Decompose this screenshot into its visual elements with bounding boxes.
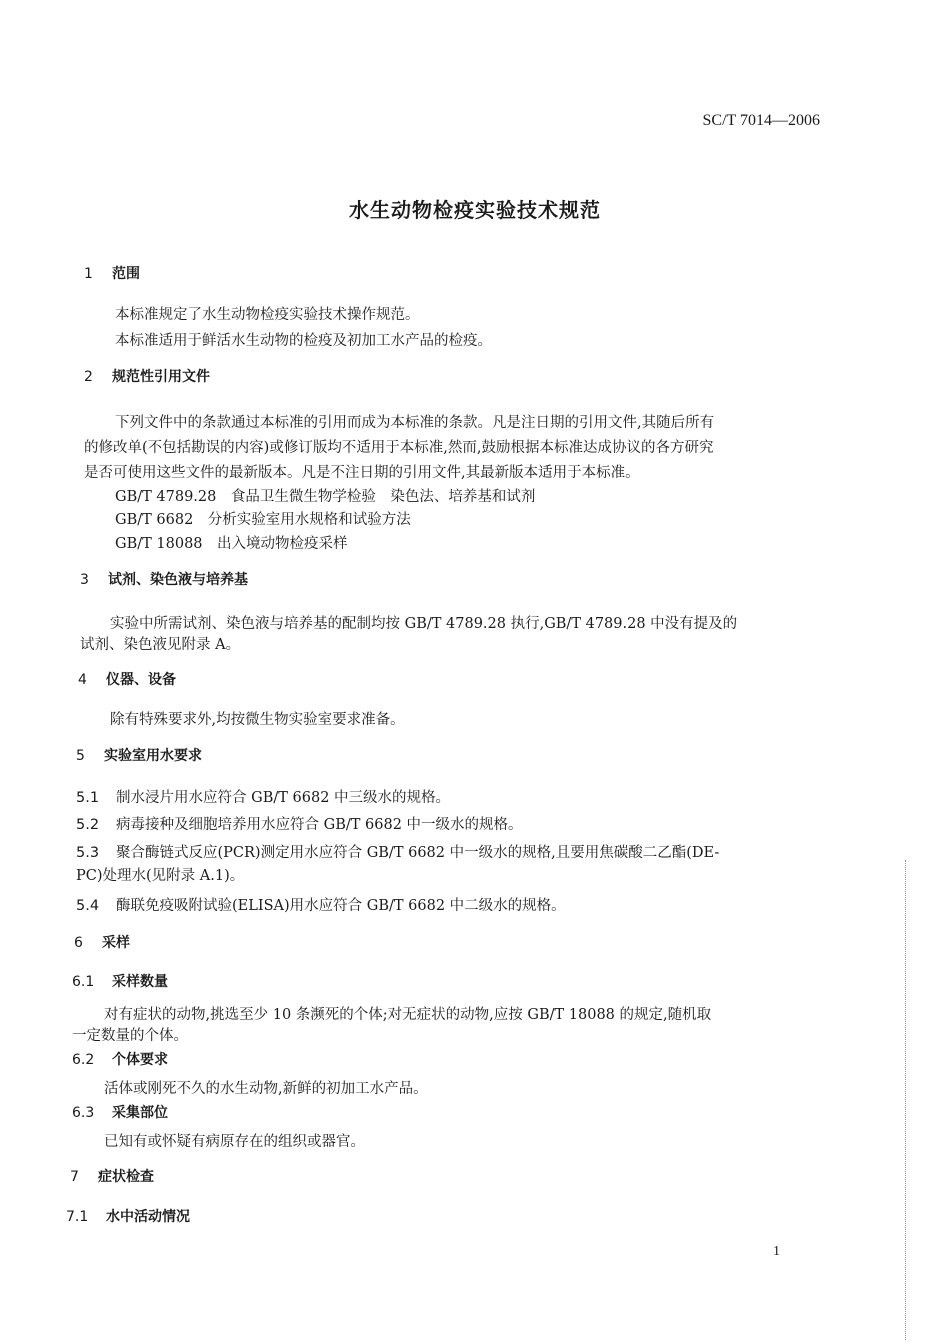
section-number: 2 xyxy=(84,369,93,385)
document-title: 水生动物检疫实验技术规范 xyxy=(349,198,601,222)
page-number: 1 xyxy=(773,1244,780,1259)
section-title: 采样 xyxy=(102,935,130,951)
section-6-heading xyxy=(74,932,130,952)
clause-text: 制水浸片用水应符合 GB/T 6682 中三级水的规格。 xyxy=(116,790,451,806)
section-number: 1 xyxy=(84,266,93,282)
scan-margin-line xyxy=(905,860,906,1340)
subsection-number: 6.2 xyxy=(72,1052,95,1068)
reference-item: GB/T 4789.28 食品卫生微生物学检验 染色法、培养基和试剂 xyxy=(115,489,536,505)
subsection-number: 6.3 xyxy=(72,1105,95,1121)
section-title: 范围 xyxy=(112,266,140,282)
section-1-paragraph-1: 本标准规定了水生动物检疫实验技术操作规范。 xyxy=(115,307,420,323)
clause-5-2 xyxy=(76,813,523,834)
clause-text: 酶联免疫吸附试验(ELISA)用水应符合 GB/T 6682 中二级水的规格。 xyxy=(116,898,566,914)
subsection-6-2-heading xyxy=(72,1049,168,1069)
clause-number: 5.4 xyxy=(76,898,100,914)
section-4-paragraph: 除有特殊要求外,均按微生物实验室要求准备。 xyxy=(110,712,405,728)
subsection-number: 7.1 xyxy=(66,1209,89,1225)
section-7-heading xyxy=(70,1166,154,1186)
clause-5-3 xyxy=(76,841,719,862)
section-number: 4 xyxy=(78,672,87,688)
section-number: 3 xyxy=(80,572,89,588)
section-1-paragraph-2: 本标准适用于鲜活水生动物的检疫及初加工水产品的检疫。 xyxy=(115,333,492,349)
section-3-heading xyxy=(80,569,248,589)
subsection-title: 采集部位 xyxy=(112,1105,168,1121)
section-2-heading xyxy=(84,366,210,386)
section-3-line-1: 实验中所需试剂、染色液与培养基的配制均按 GB/T 4789.28 执行,GB/T 4789.28 中没有提及的 xyxy=(110,616,738,632)
document-code: SC/T 7014—2006 xyxy=(702,112,820,129)
section-number: 5 xyxy=(76,748,85,764)
subsection-title: 个体要求 xyxy=(112,1052,168,1068)
section-2-line-2: 的修改单(不包括勘误的内容)或修订版均不适用于本标准,然而,鼓励根据本标准达成协议的各方研究 xyxy=(84,440,714,456)
subsection-6-1-line-2: 一定数量的个体。 xyxy=(72,1028,188,1044)
clause-text: 病毒接种及细胞培养用水应符合 GB/T 6682 中一级水的规格。 xyxy=(116,817,523,833)
subsection-title: 水中活动情况 xyxy=(106,1209,190,1225)
section-title: 仪器、设备 xyxy=(106,672,176,688)
section-title: 规范性引用文件 xyxy=(112,369,210,385)
reference-item: GB/T 18088 出入境动物检疫采样 xyxy=(115,536,348,552)
clause-5-3-continued: PC)处理水(见附录 A.1)。 xyxy=(76,868,245,884)
subsection-6-1-line-1: 对有症状的动物,挑选至少 10 条濒死的个体;对无症状的动物,应按 GB/T 18088 的规定,随机取 xyxy=(104,1007,712,1023)
subsection-6-1-heading xyxy=(72,971,168,991)
subsection-number: 6.1 xyxy=(72,974,95,990)
section-3-line-2: 试剂、染色液见附录 A。 xyxy=(80,637,241,653)
subsection-6-3-heading xyxy=(72,1102,168,1122)
clause-number: 5.3 xyxy=(76,845,100,861)
subsection-7-1-heading xyxy=(66,1206,190,1226)
section-title: 实验室用水要求 xyxy=(104,748,202,764)
clause-number: 5.1 xyxy=(76,790,100,806)
section-2-line-3: 是否可使用这些文件的最新版本。凡是不注日期的引用文件,其最新版本适用于本标准。 xyxy=(84,465,640,481)
clause-5-4 xyxy=(76,894,566,915)
section-4-heading xyxy=(78,669,176,689)
subsection-6-3-paragraph: 已知有或怀疑有病原存在的组织或器官。 xyxy=(104,1134,365,1150)
clause-number: 5.2 xyxy=(76,817,100,833)
reference-item: GB/T 6682 分析实验室用水规格和试验方法 xyxy=(115,512,411,528)
subsection-title: 采样数量 xyxy=(112,974,168,990)
section-1-heading xyxy=(84,263,140,283)
clause-5-1 xyxy=(76,786,450,807)
section-title: 症状检查 xyxy=(98,1169,154,1185)
section-2-line-1: 下列文件中的条款通过本标准的引用而成为本标准的条款。凡是注日期的引用文件,其随后所有 xyxy=(115,415,715,431)
section-5-heading xyxy=(76,745,202,765)
clause-text: 聚合酶链式反应(PCR)测定用水应符合 GB/T 6682 中一级水的规格,且要用焦碳酸二乙酯(DE- xyxy=(116,845,720,861)
section-number: 7 xyxy=(70,1169,79,1185)
subsection-6-2-paragraph: 活体或刚死不久的水生动物,新鲜的初加工水产品。 xyxy=(104,1081,428,1097)
section-number: 6 xyxy=(74,935,83,951)
section-title: 试剂、染色液与培养基 xyxy=(108,572,248,588)
